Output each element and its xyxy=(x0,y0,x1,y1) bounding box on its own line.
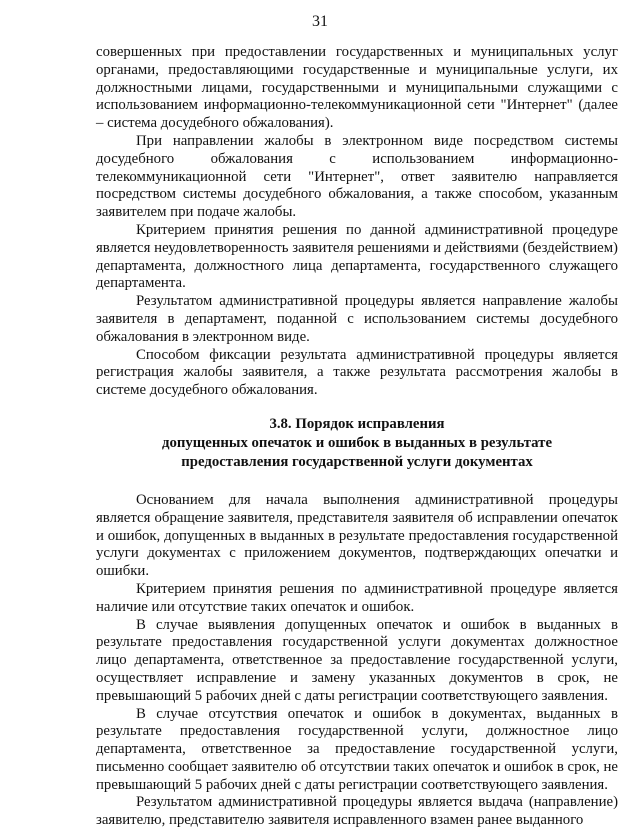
paragraph: совершенных при предоставлении государственных и муниципальных услуг органами, предоставляющими государственные и муниципальные услуги, их должностными лицами, государственными и муниципальными служащими с использованием информационно-телекоммуникационной сети "Интернет" (далее – система досудебного обжалования). xyxy=(96,44,618,132)
paragraph: Результатом административной процедуры является выдача (направление) заявителю, представителю заявителя исправленного взамен ранее выданного xyxy=(96,794,618,829)
section-heading xyxy=(96,415,618,472)
paragraph: Способом фиксации результата административной процедуры является регистрация жалобы заявителя, а также результата рассмотрения жалобы в системе досудебного обжалования. xyxy=(96,346,618,399)
section-heading-line: допущенных опечаток и ошибок в выданных в результате xyxy=(161,434,553,451)
paragraph: Критерием принятия решения по данной административной процедуре является неудовлетворенность заявителя решениями и действиями (бездействием) департамента, должностного лица департамента, государственного служащего департамента. xyxy=(96,221,618,292)
page-number: 31 xyxy=(312,13,328,30)
paragraph: В случае отсутствия опечаток и ошибок в документах, выданных в результате предоставления государственной услуги, должностное лицо департамента, ответственное за предоставление государственной услуги, письменно сообщает заявителю об отсутствии таких опечаток и ошибок в срок, не превышающий 5 рабочих дней с даты регистрации соответствующего заявления. xyxy=(96,705,618,793)
paragraph: В случае выявления допущенных опечаток и ошибок в выданных в результате предоставления государственной услуги документах должностное лицо департамента, ответственное за предоставление государственной услуги, осуществляет исправление и замену указанных документов в срок, не превышающий 5 рабочих дней с даты регистрации соответствующего заявления. xyxy=(96,616,618,704)
paragraph: Основанием для начала выполнения административной процедуры является обращение заявителя, представителя заявителя об исправлении опечаток и ошибок, допущенных в выданных в результате предоставления государственной услуги документах с приложением документов, подтверждающих опечатки и ошибки. xyxy=(96,491,618,580)
section-heading-line: предоставления государственной услуги документах xyxy=(181,453,533,470)
paragraph: Критерием принятия решения по административной процедуре является наличие или отсутствие таких опечаток и ошибок. xyxy=(96,580,618,615)
paragraph: При направлении жалобы в электронном виде посредством системы досудебного обжалования с использованием информационно-телекоммуникационной сети "Интернет", ответ заявителю направляется посредством системы досудебного обжалования, а также способом, указанным заявителем при подаче жалобы. xyxy=(96,132,618,221)
section-heading-line: 3.8. Порядок исправления xyxy=(269,415,445,432)
document-body xyxy=(96,44,618,830)
paragraph: Результатом административной процедуры является направление жалобы заявителя в департамент, поданной с использованием системы досудебного обжалования в электронном виде. xyxy=(96,293,618,345)
